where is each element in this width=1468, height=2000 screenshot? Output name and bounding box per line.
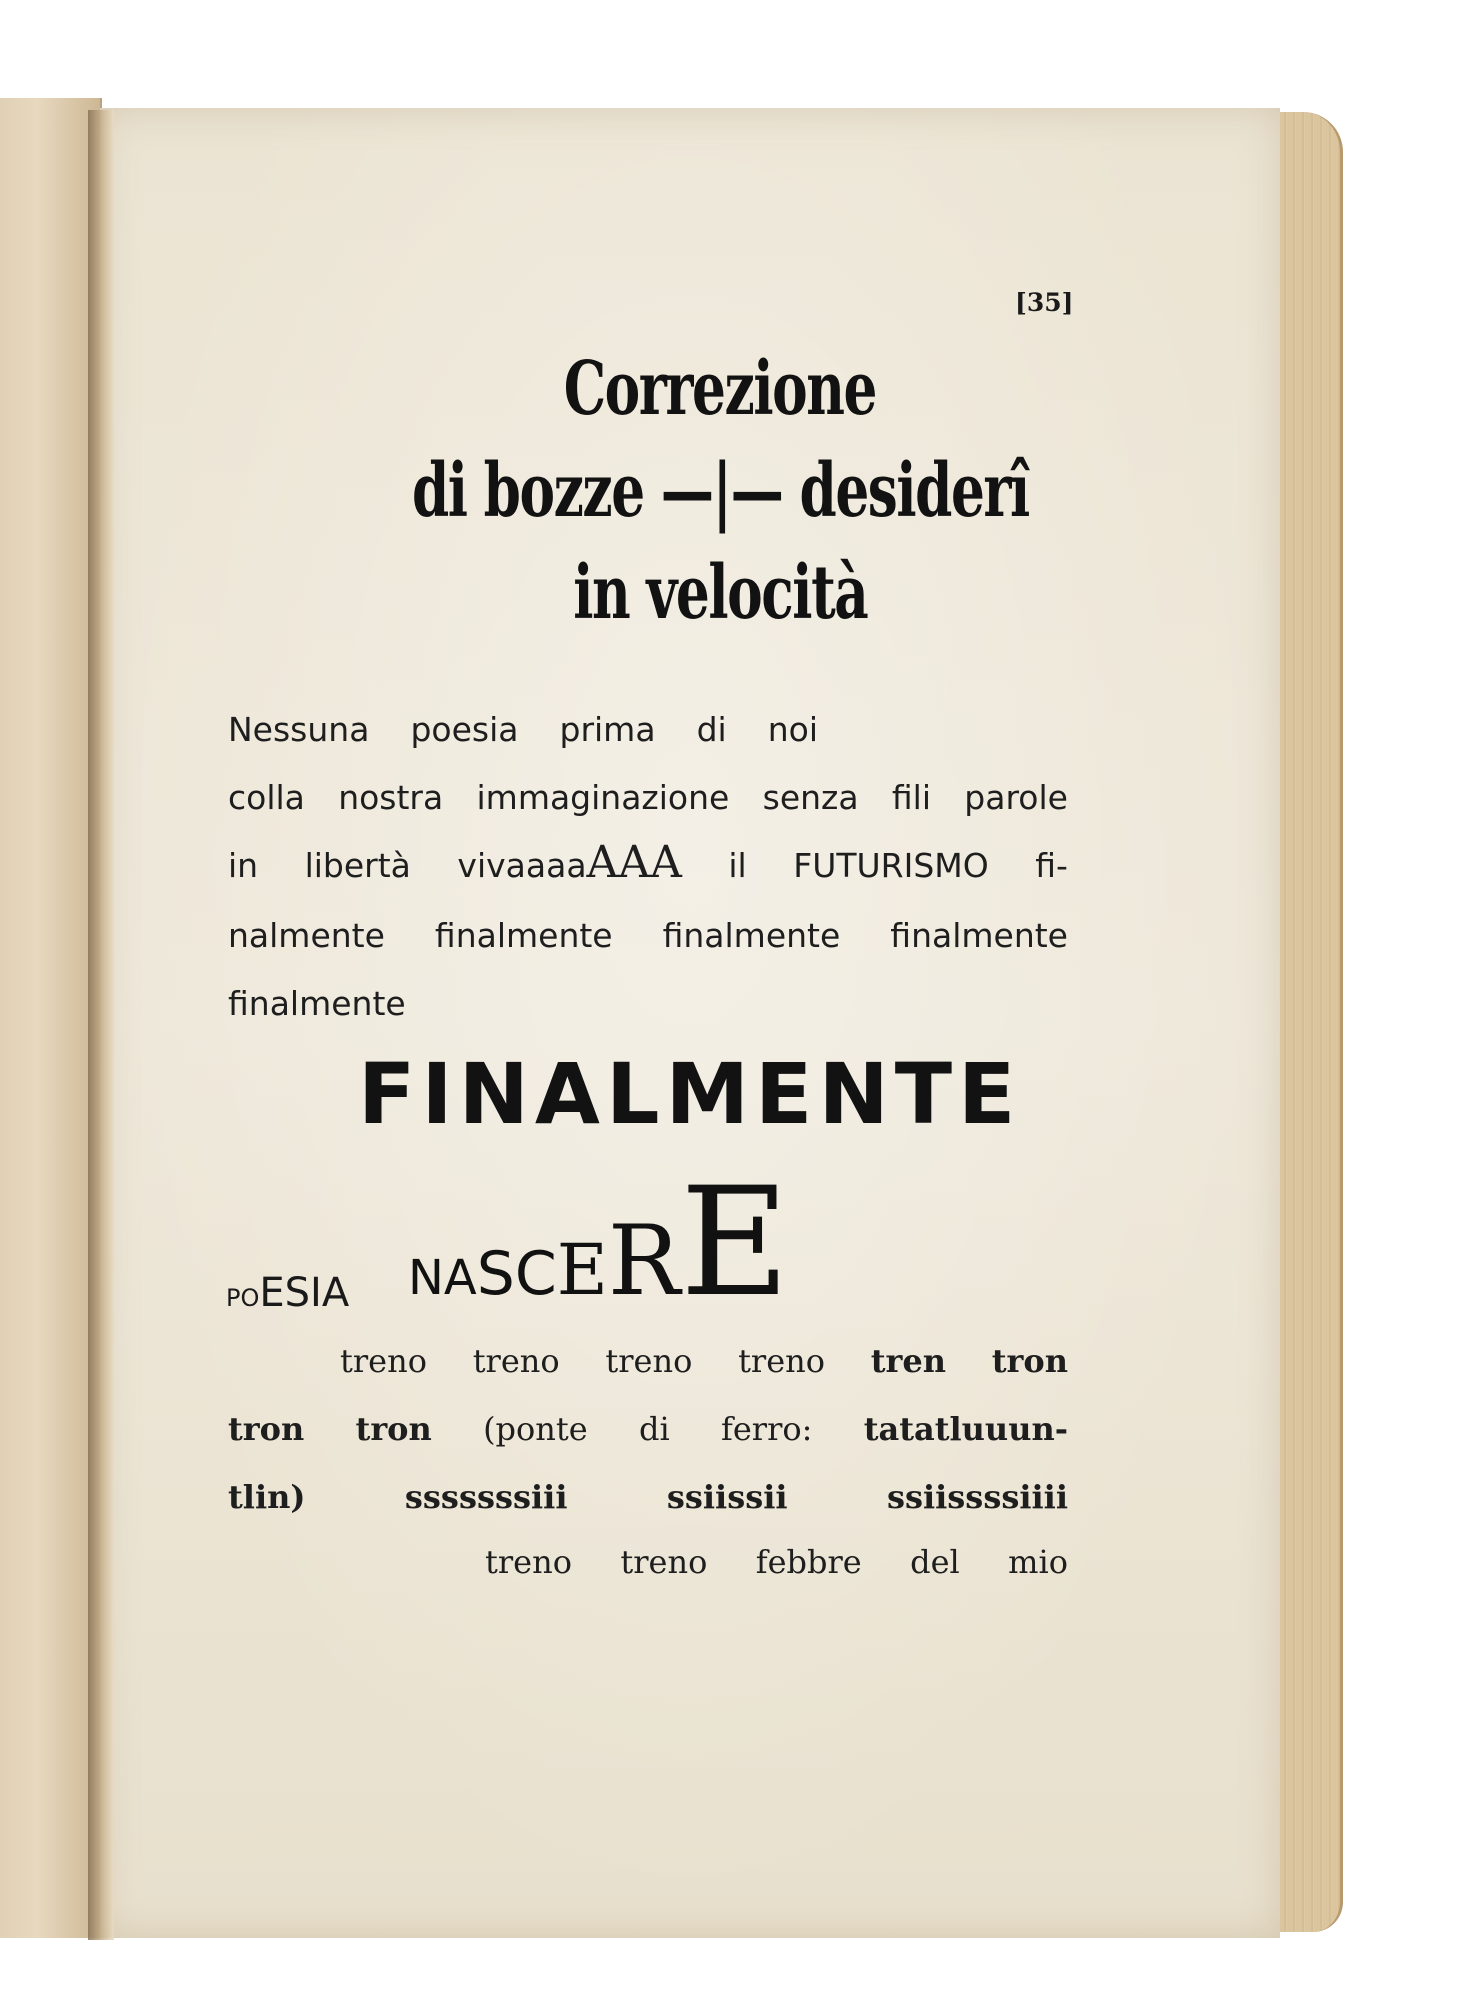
- train-line-3: [228, 1478, 1068, 1516]
- word: immaginazione: [476, 778, 730, 817]
- poem-line-5: [228, 984, 1068, 1023]
- title-line-1: Correzione: [563, 346, 877, 432]
- word-bold: ssiissii: [666, 1478, 788, 1516]
- word: finalmente: [434, 916, 613, 955]
- word: (ponte: [483, 1410, 588, 1448]
- word: di: [638, 1410, 670, 1448]
- word: il: [728, 846, 747, 885]
- word: di: [696, 710, 727, 749]
- word-bold: ssiissssiiii: [886, 1478, 1068, 1516]
- word: finalmente: [228, 984, 406, 1023]
- word: noi: [767, 710, 818, 749]
- word: colla: [228, 778, 305, 817]
- left-page-edge: [0, 98, 102, 1938]
- train-line-4: [485, 1543, 1068, 1581]
- word-bold: tren: [870, 1342, 947, 1380]
- title-line-2: di bozze —|— desiderî: [411, 448, 1029, 534]
- word-bold: tron: [355, 1410, 432, 1448]
- word: treno: [340, 1342, 427, 1380]
- word: senza: [762, 778, 859, 817]
- word: parole: [964, 778, 1068, 817]
- title-line-3: in velocità: [572, 550, 868, 636]
- poem-line-3: [228, 837, 1068, 888]
- train-line-1: [340, 1342, 1068, 1380]
- nascere-word: NASCERE: [408, 1156, 790, 1330]
- word-futurismo: FUTURISMO: [793, 846, 989, 885]
- word: nostra: [338, 778, 444, 817]
- word-vivaaaa: vivaaaaAAA: [457, 837, 682, 888]
- finalmente-headline: FINALMENTE: [358, 1045, 1022, 1143]
- poem-line-1: [228, 710, 818, 749]
- page-number: [35]: [1015, 288, 1074, 317]
- word-bold: tatatluuun-: [863, 1410, 1068, 1448]
- word: prima: [559, 710, 656, 749]
- word: libertà: [304, 846, 411, 885]
- word-bold: tlin): [228, 1478, 306, 1516]
- word-bold: tron: [991, 1342, 1068, 1380]
- word: del: [910, 1543, 960, 1581]
- book-gutter: [88, 110, 114, 1940]
- word: fili: [891, 778, 931, 817]
- word: nalmente: [228, 916, 385, 955]
- word: fi-: [1035, 846, 1068, 885]
- poesia-word: POESIA: [226, 1270, 350, 1316]
- word: treno: [605, 1342, 693, 1380]
- word: mio: [1008, 1543, 1068, 1581]
- train-line-2: [228, 1410, 1068, 1448]
- word: finalmente: [890, 916, 1068, 955]
- poem-line-4: [228, 916, 1068, 955]
- word: poesia: [410, 710, 519, 749]
- word: ferro:: [720, 1410, 813, 1448]
- poem-line-2: [228, 778, 1068, 817]
- word: in: [228, 846, 259, 885]
- word: Nessuna: [228, 710, 370, 749]
- word: treno: [620, 1543, 708, 1581]
- word: treno: [738, 1342, 826, 1380]
- word: treno: [472, 1342, 560, 1380]
- word: finalmente: [662, 916, 841, 955]
- word-bold: tron: [228, 1410, 305, 1448]
- word: febbre: [755, 1543, 862, 1581]
- word: treno: [485, 1543, 572, 1581]
- word-bold: sssssssiii: [404, 1478, 568, 1516]
